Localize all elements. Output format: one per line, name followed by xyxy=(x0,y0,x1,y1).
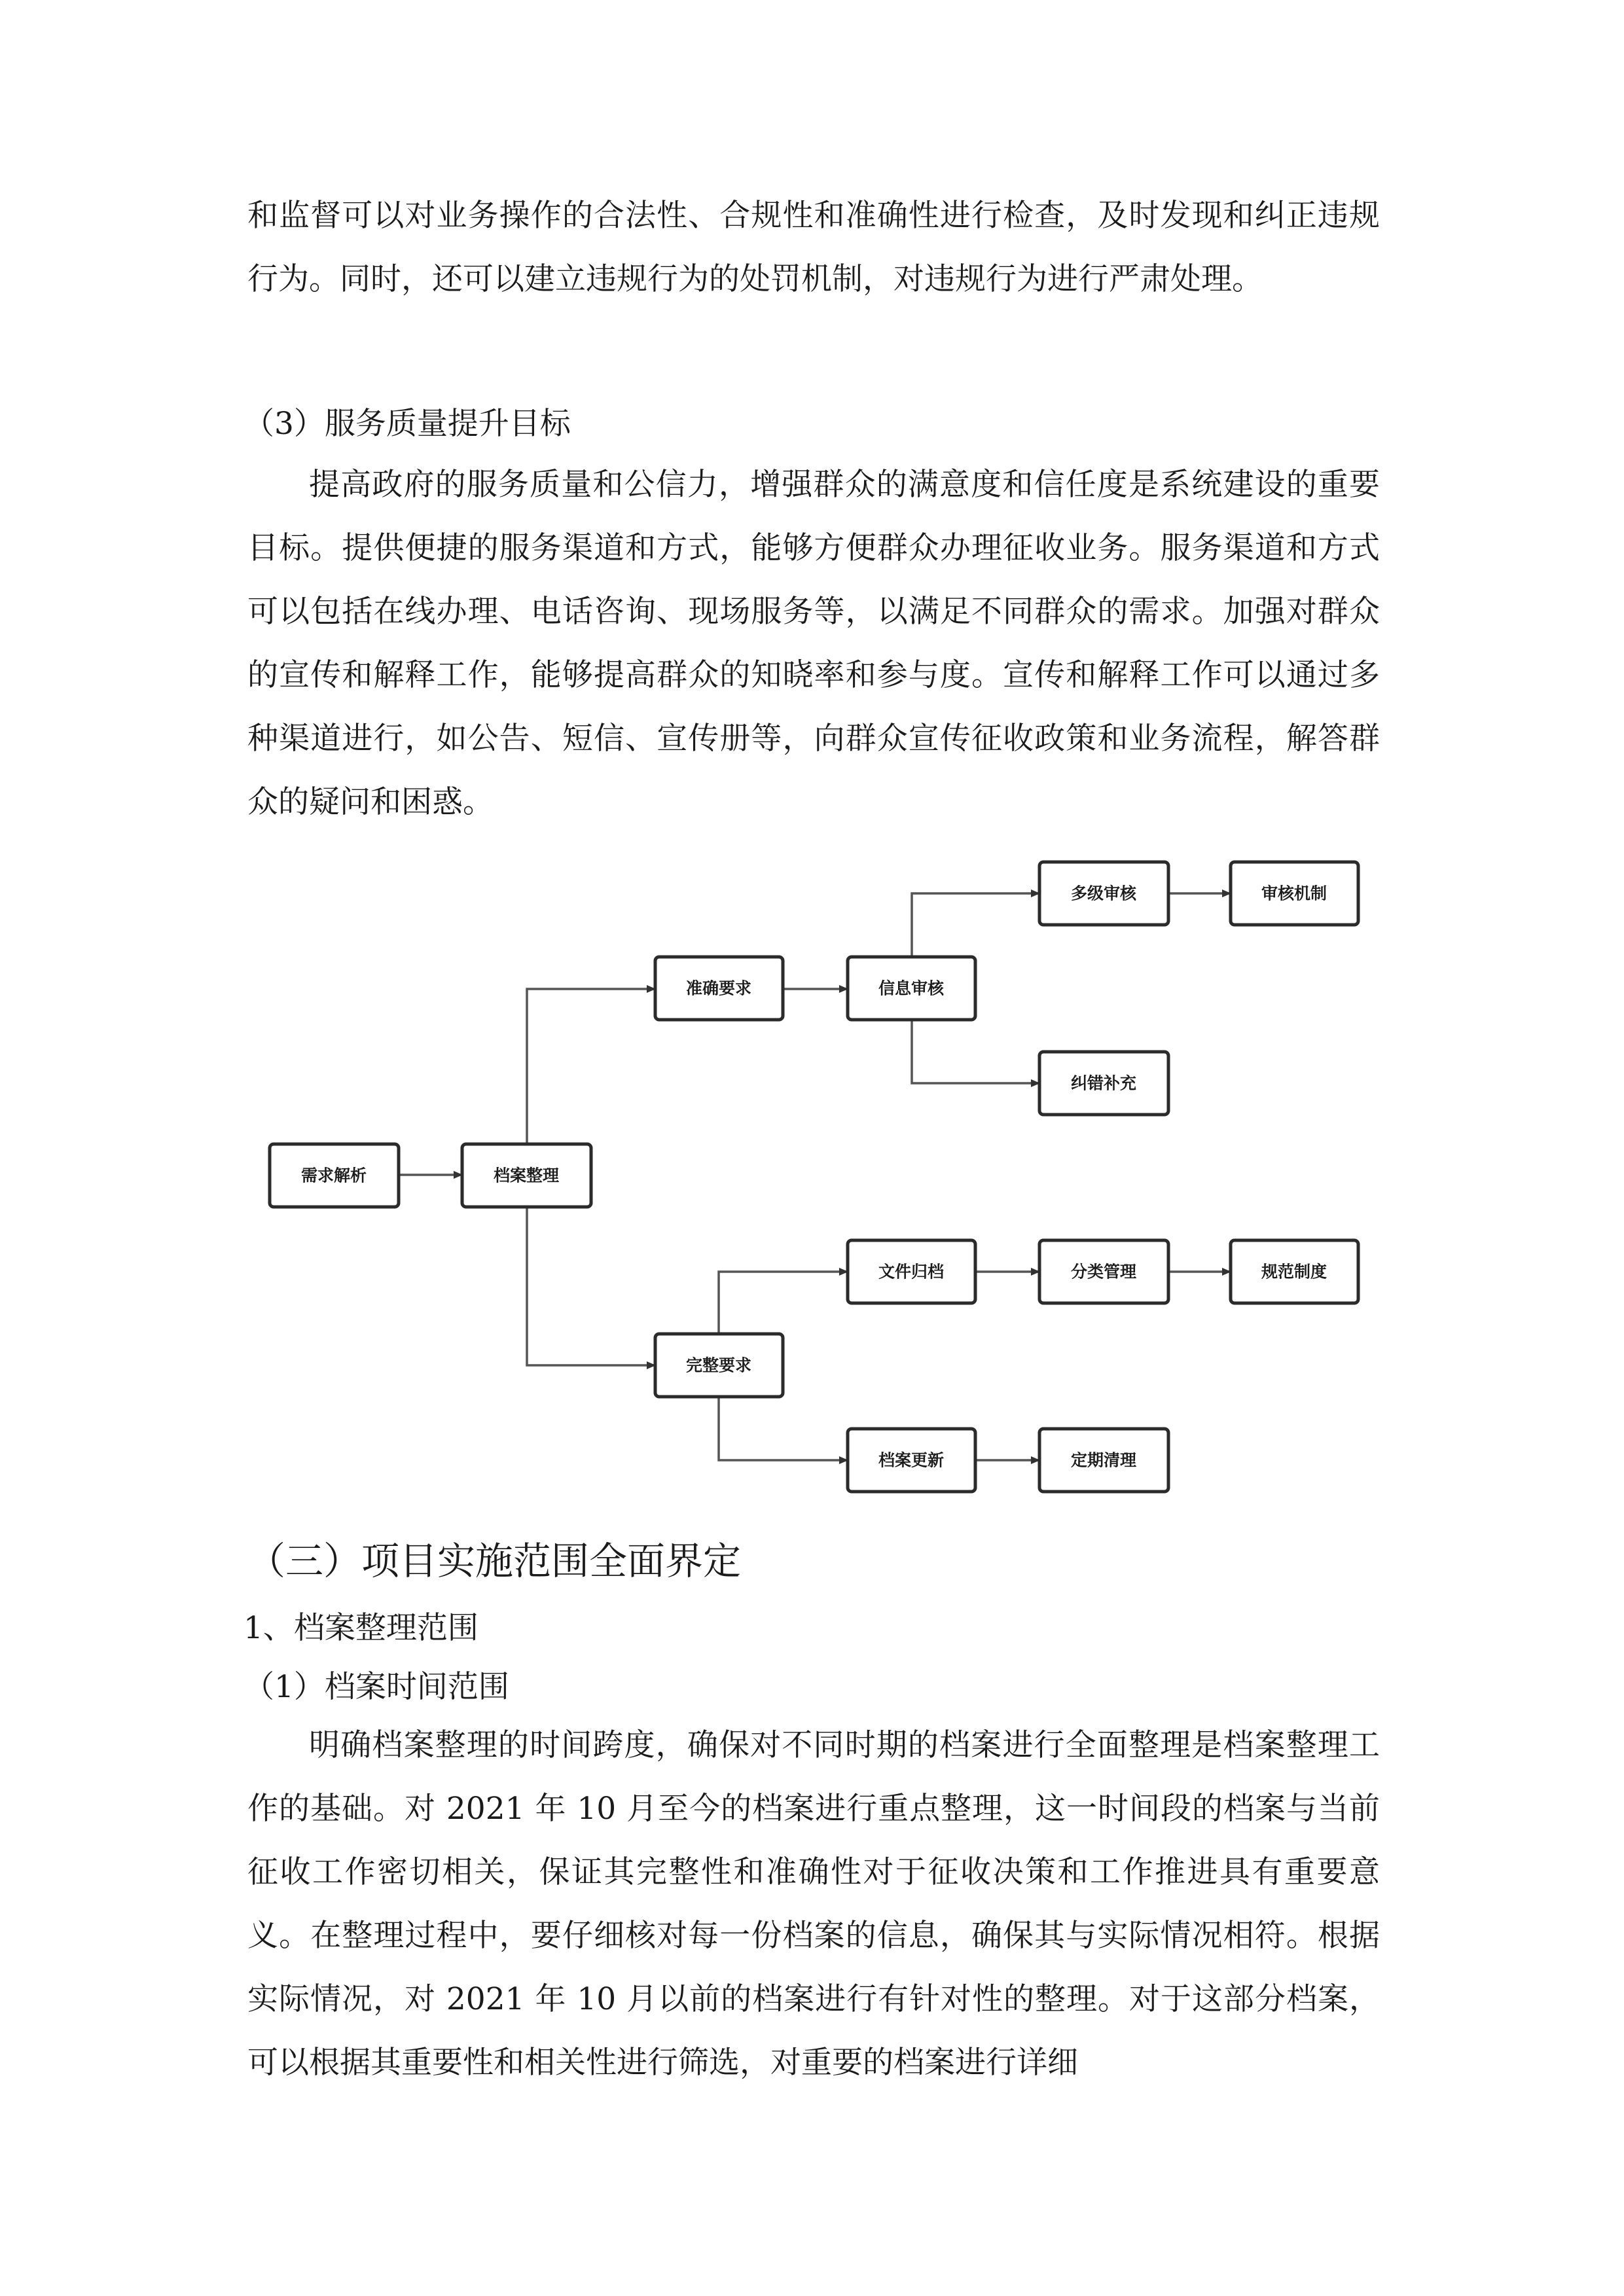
node-standard-system xyxy=(1231,1240,1358,1303)
node-label: 完整要求 xyxy=(685,1355,752,1375)
node-regular-cleanup xyxy=(1039,1429,1168,1492)
paragraph-time-range: 明确档案整理的时间跨度，确保对不同时期的档案进行全面整理是档案整理工作的基础。对 2021 年 10 月至今的档案进行重点整理，这一时间段的档案与当前征收工作密切相关，保证其完整性和准确性对于征收决策和工作推进具有重要意义。在整理过程中，要仔细核对每一份档案的信息，确保其与实际情况相符。根据实际情况，对 2021 年 10 月以前的档案进行有针对性的整理。对于这部分档案，可以根据其重要性和相关性进行筛选，对重要的档案进行详细 xyxy=(247,1727,1380,2081)
edge-review-to-correction xyxy=(912,1020,1039,1083)
heading-time-range: （1）档案时间范围 xyxy=(244,1669,509,1705)
node-label: 信息审核 xyxy=(878,978,945,998)
edge-organizing-to-completeness xyxy=(527,1208,655,1365)
node-info-review xyxy=(848,957,975,1020)
paragraph-supervision-continued: 和监督可以对业务操作的合法性、合规性和准确性进行检查，及时发现和纠正违规行为。同时，还可以建立违规行为的处罚机制，对违规行为进行严肃处理。 xyxy=(247,198,1380,297)
edge-completeness-to-update xyxy=(719,1397,848,1460)
node-review-mechanism xyxy=(1231,862,1358,925)
edge-organizing-to-accuracy xyxy=(527,989,655,1144)
node-archive-update xyxy=(848,1429,975,1492)
node-label: 审核机制 xyxy=(1261,884,1327,903)
node-label: 需求解析 xyxy=(300,1166,367,1185)
heading-archive-scope: 1、档案整理范围 xyxy=(244,1610,478,1646)
node-file-archiving xyxy=(848,1240,975,1303)
node-label: 档案整理 xyxy=(493,1166,560,1185)
node-label: 档案更新 xyxy=(878,1450,945,1470)
node-label: 多级审核 xyxy=(1070,884,1137,903)
node-requirement-analysis xyxy=(270,1144,399,1207)
node-classification-management xyxy=(1039,1240,1168,1303)
node-label: 定期清理 xyxy=(1070,1450,1137,1470)
node-label: 纠错补充 xyxy=(1070,1073,1137,1093)
node-accuracy-requirement xyxy=(655,957,783,1020)
node-archive-organizing xyxy=(462,1144,591,1207)
node-label: 准确要求 xyxy=(685,978,752,998)
node-error-correction xyxy=(1039,1052,1168,1115)
node-label: 文件归档 xyxy=(878,1262,945,1282)
heading-section-three: （三）项目实施范围全面界定 xyxy=(247,1539,742,1583)
node-label: 规范制度 xyxy=(1261,1262,1327,1282)
edge-review-to-multilevel xyxy=(912,893,1039,957)
node-completeness-requirement xyxy=(655,1334,783,1397)
heading-service-quality-goal: （3）服务质量提升目标 xyxy=(244,406,571,442)
node-multi-level-review xyxy=(1039,862,1168,925)
edge-completeness-to-filing xyxy=(719,1272,848,1334)
paragraph-service-quality: 提高政府的服务质量和公信力，增强群众的满意度和信任度是系统建设的重要目标。提供便捷的服务渠道和方式，能够方便群众办理征收业务。服务渠道和方式可以包括在线办理、电话咨询、现场服务等，以满足不同群众的需求。加强对群众的宣传和解释工作，能够提高群众的知晓率和参与度。宣传和解释工作可以通过多种渠道进行，如公告、短信、宣传册等，向群众宣传征收政策和业务流程，解答群众的疑问和困惑。 xyxy=(247,467,1380,820)
node-label: 分类管理 xyxy=(1070,1262,1137,1282)
